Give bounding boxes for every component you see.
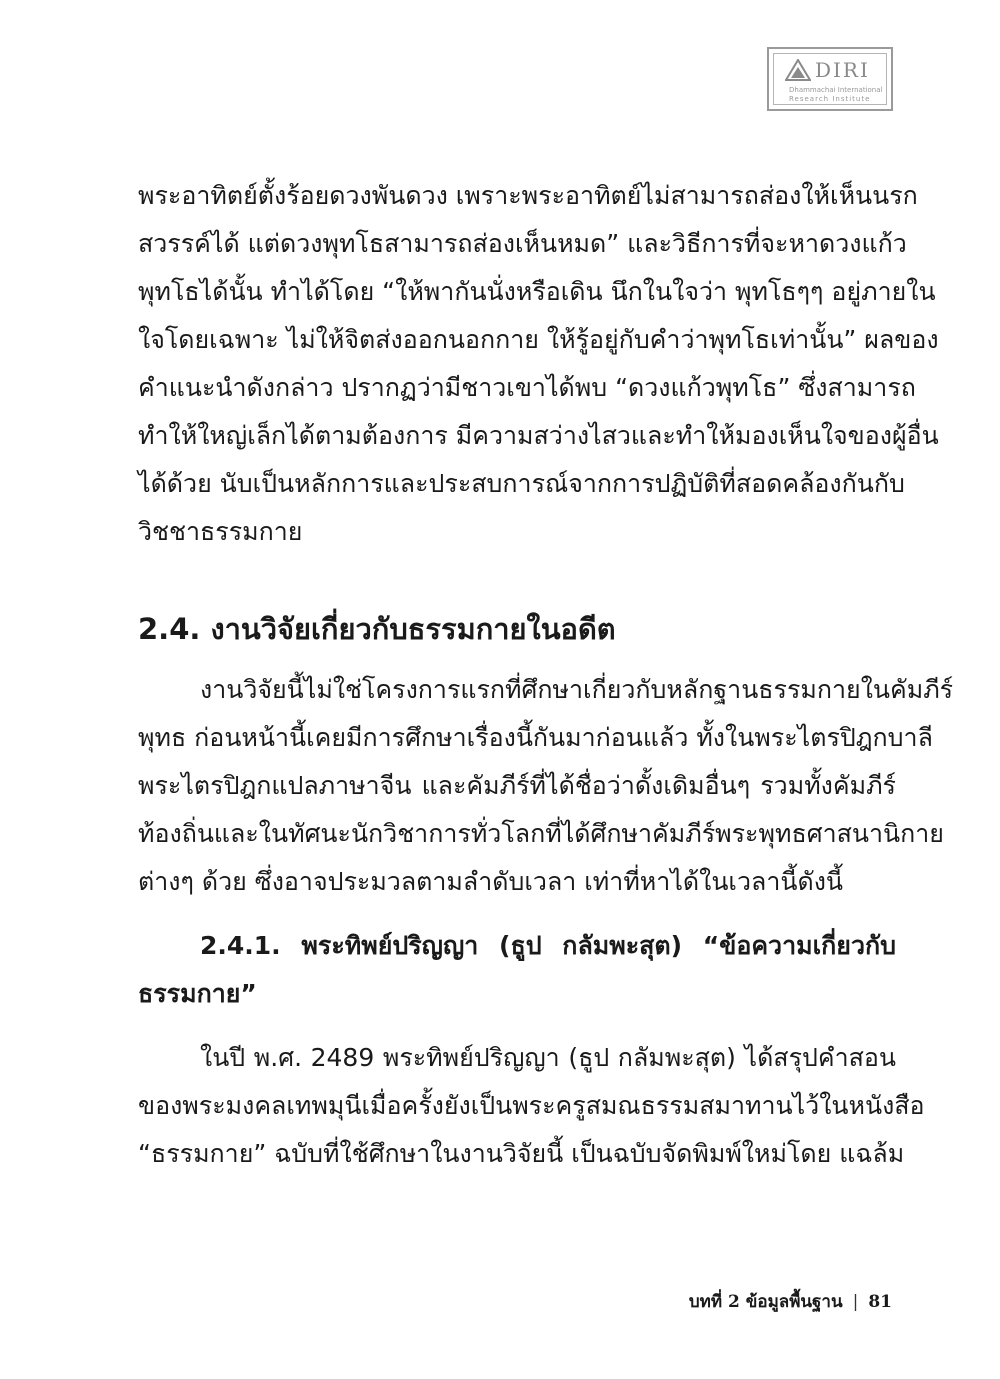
section-heading: 2.4. งานวิจัยเกี่ยวกับธรรมกายในอดีต <box>138 612 616 646</box>
paragraph-2 <box>138 666 954 906</box>
text-line: ทำให้ใหญ่เล็กได้ตามต้องการ มีความสว่างไสวและทำให้มองเห็นใจของผู้อื่น <box>138 421 939 450</box>
text-line: ได้ด้วย นับเป็นหลักการและประสบการณ์จากการปฏิบัติที่สอดคล้องกันกับ <box>138 469 905 498</box>
text-line: วิชชาธรรมกาย <box>138 517 303 546</box>
subsection-heading <box>138 922 896 1018</box>
text-line: งานวิจัยนี้ไม่ใช่โครงการแรกที่ศึกษาเกี่ยวกับหลักฐานธรรมกายในคัมภีร์ <box>200 675 954 704</box>
text-line: พุทโธได้นั้น ทำได้โดย “ให้พากันนั่งหรือเดิน นึกในใจว่า พุทโธๆๆ อยู่ภายใน <box>138 277 936 306</box>
text-line: พระไตรปิฎกแปลภาษาจีน และคัมภีร์ที่ได้ชื่อว่าดั้งเดิมอื่นๆ รวมทั้งคัมภีร์ <box>138 771 896 800</box>
logo-subtitle-2: Research Institute <box>789 95 871 103</box>
paragraph-1 <box>138 172 939 556</box>
footer-separator: | <box>852 1291 859 1312</box>
logo-name: DIRI <box>815 58 870 82</box>
text-line: ท้องถิ่นและในทัศนะนักวิชาการทั่วโลกที่ได้ศึกษาคัมภีร์พระพุทธศาสนานิกาย <box>138 819 944 848</box>
heading-line: 2.4.1. พระทิพย์ปริญญา (ธูป กลัมพะสุต) “ข้อความเกี่ยวกับ <box>200 931 896 960</box>
paragraph-3 <box>138 1034 925 1178</box>
text-line: ใจโดยเฉพาะ ไม่ให้จิตส่งออกนอกกาย ให้รู้อยู่กับคำว่าพุทโธเท่านั้น” ผลของ <box>138 325 939 354</box>
page-number: 81 <box>868 1291 892 1312</box>
text-line: ต่างๆ ด้วย ซึ่งอาจประมวลตามลำดับเวลา เท่าที่หาได้ในเวลานี้ดังนี้ <box>138 867 843 896</box>
chapter-label: บทที่ 2 ข้อมูลพื้นฐาน <box>688 1292 843 1312</box>
text-line: พระอาทิตย์ตั้งร้อยดวงพันดวง เพราะพระอาทิตย์ไม่สามารถส่องให้เห็นนรก <box>138 181 918 210</box>
text-line: “ธรรมกาย” ฉบับที่ใช้ศึกษาในงานวิจัยนี้ เป็นฉบับจัดพิมพ์ใหม่โดย แฉล้ม <box>138 1139 905 1168</box>
logo-subtitle-1: Dhammachai International <box>789 86 883 94</box>
text-line: พุทธ ก่อนหน้านี้เคยมีการศึกษาเรื่องนี้กันมาก่อนแล้ว ทั้งในพระไตรปิฎกบาลี <box>138 723 933 752</box>
text-line: สวรรค์ได้ แต่ดวงพุทโธสามารถส่องเห็นหมด” และวิธีการที่จะหาดวงแก้ว <box>138 229 907 258</box>
diri-logo <box>767 47 893 111</box>
text-line: ของพระมงคลเทพมุนีเมื่อครั้งยังเป็นพระครูสมณธรรมสมาทานไว้ในหนังสือ <box>138 1091 925 1120</box>
text-line: คำแนะนำดังกล่าว ปรากฏว่ามีชาวเขาได้พบ “ดวงแก้วพุทโธ” ซึ่งสามารถ <box>138 373 916 402</box>
logo-triangle-icon <box>785 59 811 81</box>
heading-line: ธรรมกาย” <box>138 979 257 1008</box>
page-footer <box>689 1288 892 1315</box>
text-line: ในปี พ.ศ. 2489 พระทิพย์ปริญญา (ธูป กลัมพะสุต) ได้สรุปคำสอน <box>200 1043 896 1072</box>
